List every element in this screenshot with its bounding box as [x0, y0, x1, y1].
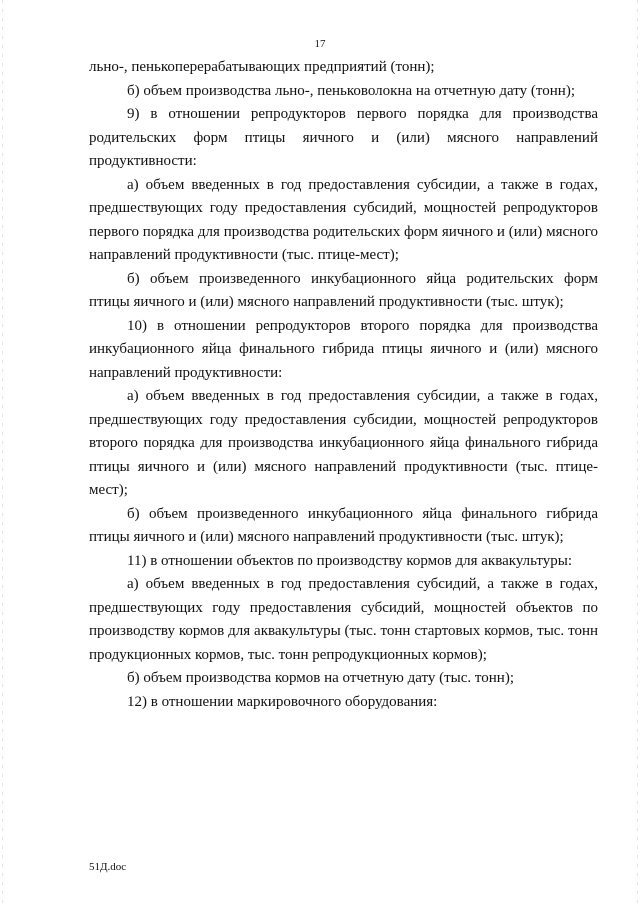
paragraph: 10) в отношении репродукторов второго порядка для производства инкубационного яйца финального гибрида птицы яичного и (или) мясного направлений продуктивности:: [89, 317, 598, 381]
paragraph: 9) в отношении репродукторов первого порядка для производства родительских форм птицы яичного и (или) мясного направлений продуктивности:: [89, 106, 598, 169]
paragraph: б) объем произведенного инкубационного яйца родительских форм птицы яичного и (или) мясного направлений продуктивности (тыс. штук);: [89, 270, 598, 310]
scan-edge-left: [2, 0, 3, 905]
paragraph: а) объем введенных в год предоставления субсидий, а также в годах, предшествующих году предоставления субсидий, мощностей объектов по производству кормов для аквакультуры (тыс. тонн стартовых кормов, тыс. тонн продукционных кормов, тыс. тонн репродукционных кормов);: [89, 576, 598, 663]
paragraph: а) объем введенных в год предоставления субсидии, а также в годах, предшествующих году предоставления субсидий, мощностей репродукторов первого порядка для производства родительских форм яичного и (или) мясного направлений продуктивности (тыс. птице-мест);: [89, 176, 598, 263]
paragraph: б) объем произведенного инкубационного яйца финального гибрида птицы яичного и (или) мясного направлений продуктивности (тыс. штук);: [89, 505, 598, 545]
paragraph: б) объем производства кормов на отчетную дату (тыс. тонн);: [127, 670, 514, 686]
scan-edge-right: [637, 0, 638, 905]
paragraph: 11) в отношении объектов по производству кормов для аквакультуры:: [127, 552, 573, 569]
paragraph: а) объем введенных в год предоставления субсидии, а также в годах, предшествующих году предоставления субсидии, мощностей репродукторов второго порядка для производства инкубационного яйца финального гибрида птицы яичного и (или) мясного направлений продуктивности (тыс. птице-мест);: [89, 388, 598, 498]
document-body: [89, 56, 598, 714]
paragraph: б) объем производства льно-, пеньковолокна на отчетную дату (тонн);: [127, 82, 575, 99]
paragraph: 12) в отношении маркировочного оборудования:: [127, 693, 438, 710]
paragraph: льно-, пенькоперерабатывающих предприятий (тонн);: [89, 59, 435, 75]
page-number: 17: [314, 38, 326, 50]
footer-filename: 51Д.doc: [89, 861, 127, 873]
